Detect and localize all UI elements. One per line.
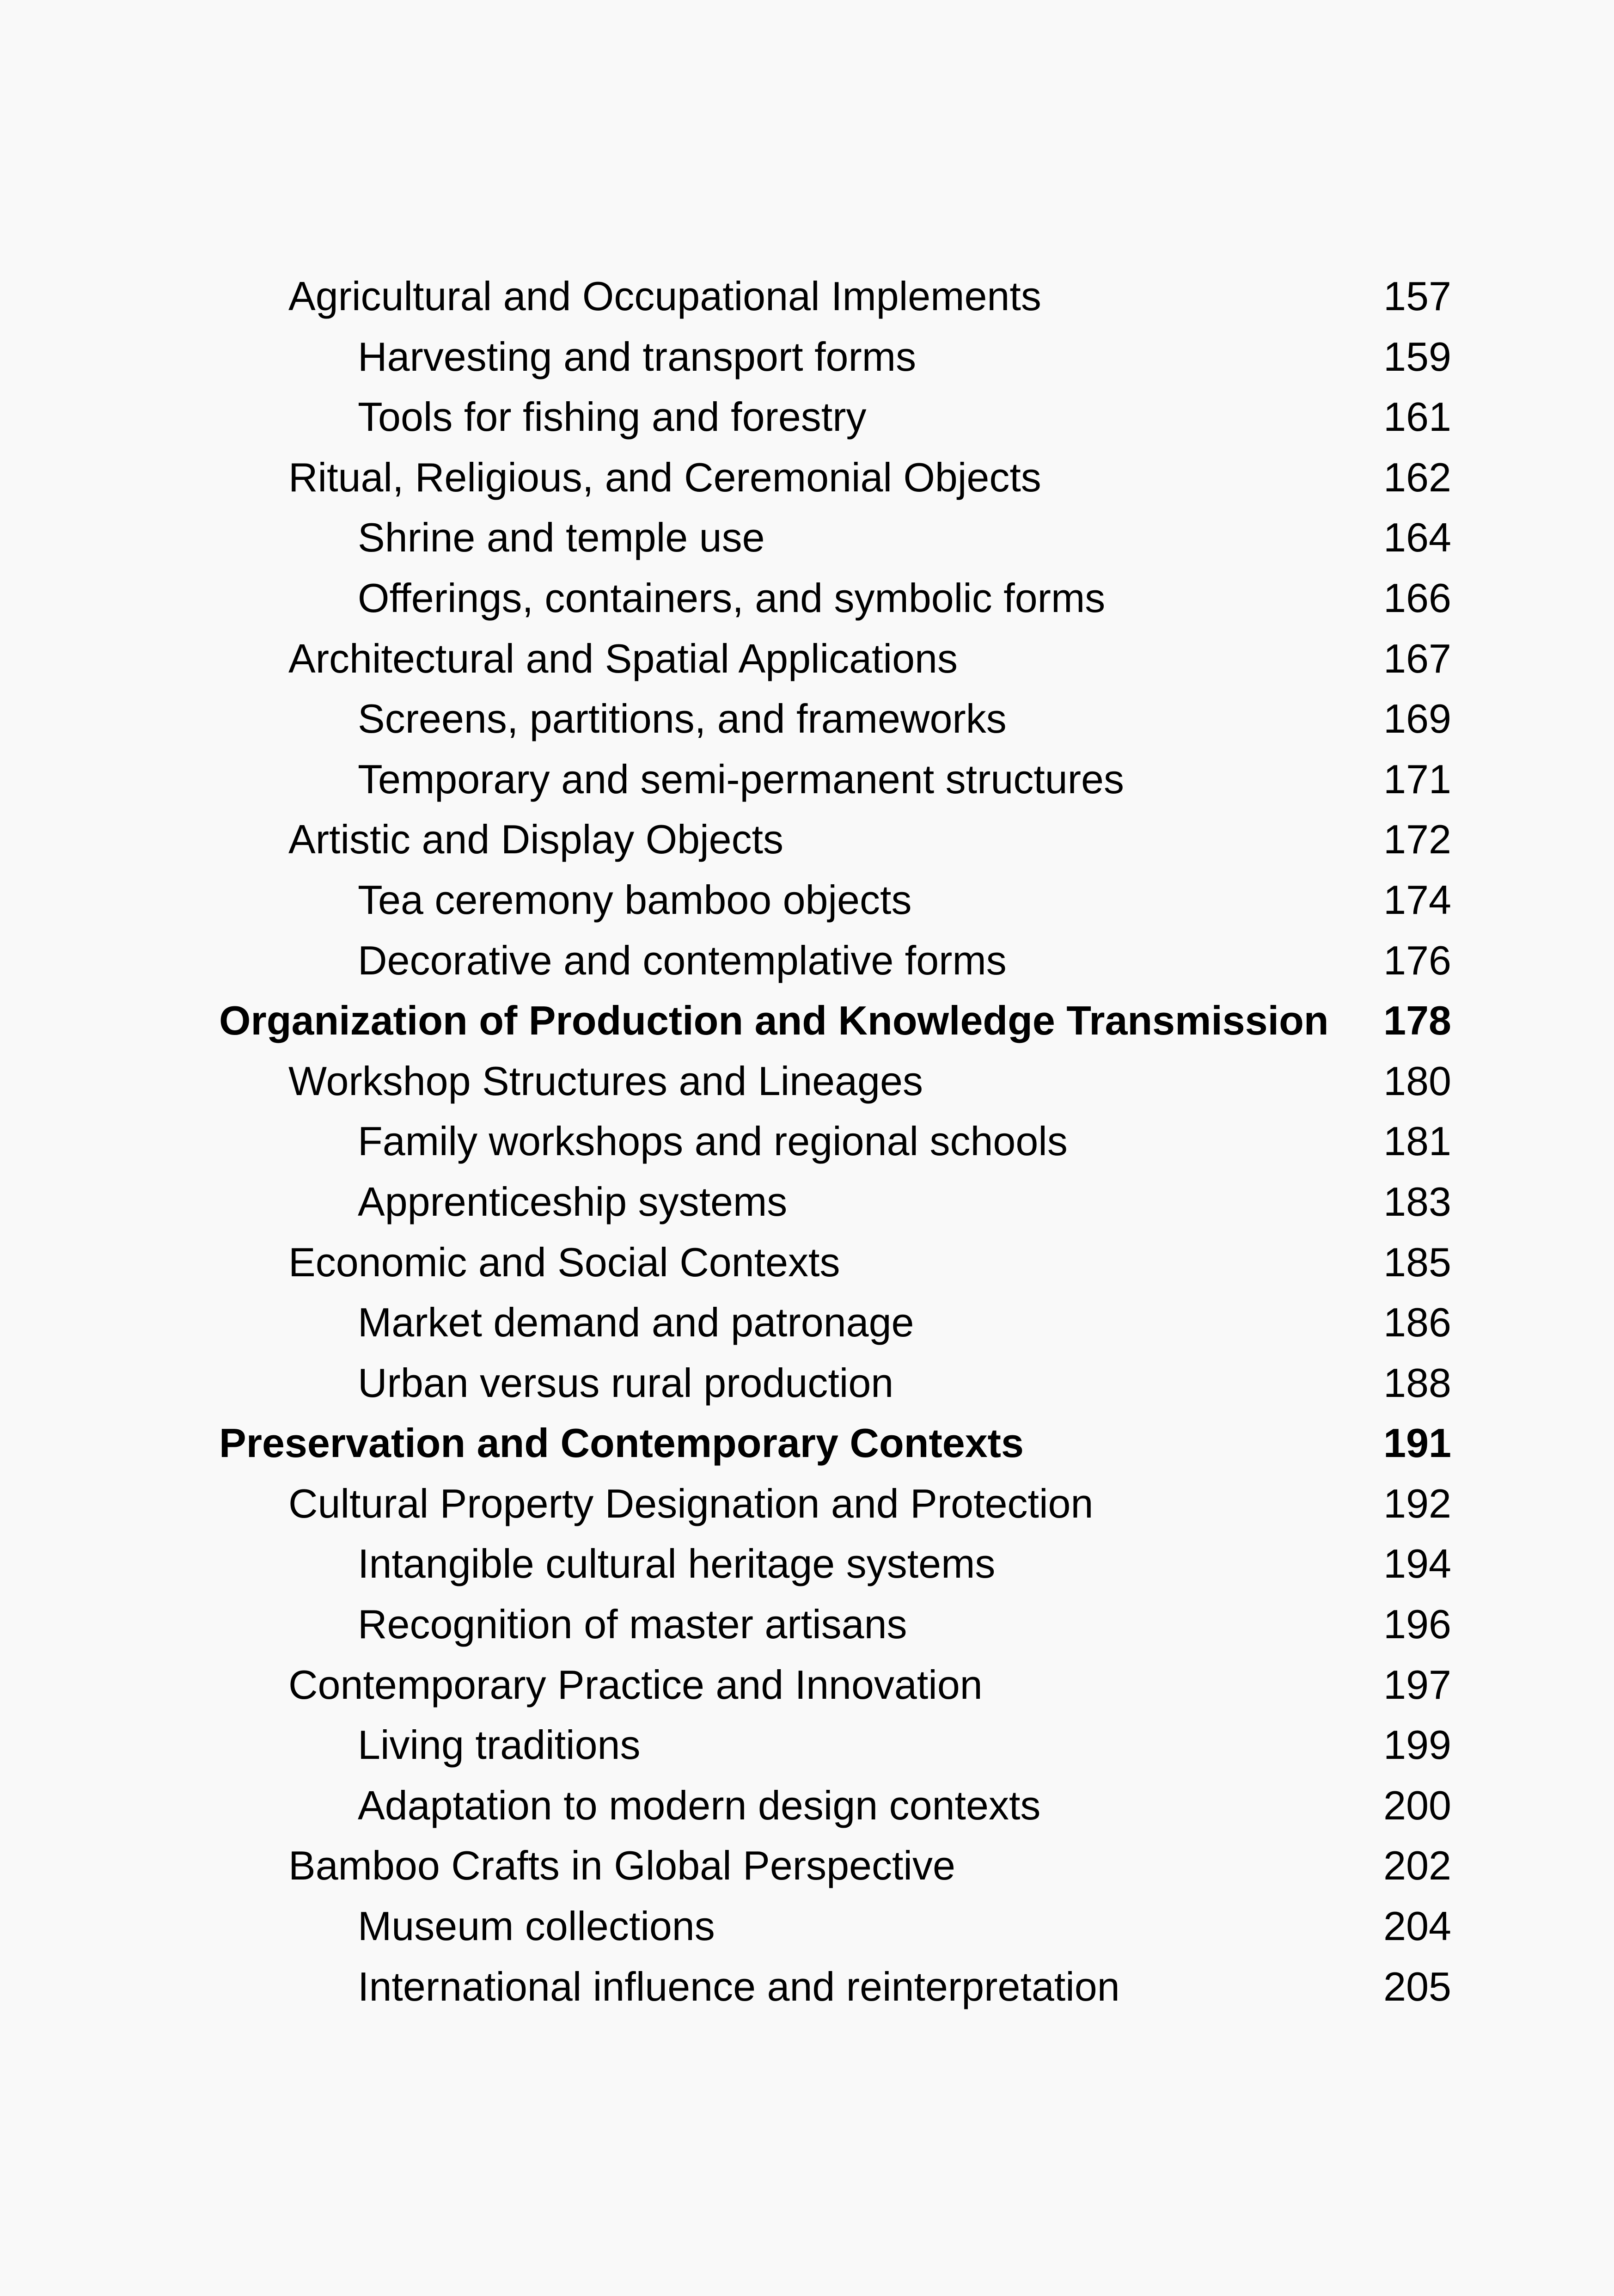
entry-page-number: 178 [1383, 998, 1451, 1044]
toc-subsection-entry [0, 1534, 1614, 1594]
toc-subsection-entry [0, 749, 1614, 810]
entry-title: Ritual, Religious, and Ceremonial Objects [288, 454, 1041, 500]
entry-title: Family workshops and regional schools [358, 1118, 1068, 1164]
entry-title: Workshop Structures and Lineages [288, 1058, 923, 1104]
entry-page-number: 174 [1383, 876, 1451, 923]
entry-title: Harvesting and transport forms [358, 333, 917, 380]
entry-title: Living traditions [358, 1722, 641, 1768]
toc-subsection-entry [0, 931, 1614, 991]
entry-page-number: 183 [1383, 1178, 1451, 1225]
entry-title: Cultural Property Designation and Protection [288, 1480, 1094, 1526]
toc-list [0, 266, 1614, 2017]
entry-page-number: 191 [1383, 1420, 1451, 1466]
toc-section-entry [0, 809, 1614, 870]
toc-section-entry [0, 1474, 1614, 1534]
toc-subsection-entry [0, 870, 1614, 931]
toc-subsection-entry [0, 387, 1614, 447]
entry-page-number: 159 [1383, 333, 1451, 380]
toc-section-entry [0, 1051, 1614, 1112]
toc-subsection-entry [0, 508, 1614, 568]
toc-section-entry [0, 629, 1614, 689]
toc-subsection-entry [0, 1111, 1614, 1172]
toc-subsection-entry [0, 1353, 1614, 1414]
toc-subsection-entry [0, 1715, 1614, 1776]
entry-page-number: 196 [1383, 1601, 1451, 1647]
entry-page-number: 188 [1383, 1359, 1451, 1406]
toc-subsection-entry [0, 1896, 1614, 1957]
entry-page-number: 157 [1383, 273, 1451, 319]
entry-title: Shrine and temple use [358, 514, 765, 561]
entry-page-number: 185 [1383, 1239, 1451, 1285]
entry-page-number: 192 [1383, 1480, 1451, 1526]
entry-title: Temporary and semi-permanent structures [358, 756, 1124, 802]
entry-page-number: 197 [1383, 1661, 1451, 1708]
entry-title: Screens, partitions, and frameworks [358, 696, 1007, 742]
toc-subsection-entry [0, 1172, 1614, 1232]
entry-title: Tools for fishing and forestry [358, 394, 867, 440]
entry-page-number: 202 [1383, 1843, 1451, 1889]
entry-title: Contemporary Practice and Innovation [288, 1661, 983, 1708]
toc-subsection-entry [0, 1292, 1614, 1353]
entry-page-number: 180 [1383, 1058, 1451, 1104]
entry-title: Economic and Social Contexts [288, 1239, 840, 1285]
entry-page-number: 169 [1383, 696, 1451, 742]
entry-title: Intangible cultural heritage systems [358, 1541, 996, 1587]
toc-section-entry [0, 447, 1614, 508]
entry-title: Tea ceremony bamboo objects [358, 876, 912, 923]
toc-subsection-entry [0, 568, 1614, 629]
entry-page-number: 164 [1383, 514, 1451, 561]
entry-title: Organization of Production and Knowledge Transmission [219, 998, 1329, 1044]
toc-section-entry [0, 1655, 1614, 1715]
entry-page-number: 199 [1383, 1722, 1451, 1768]
entry-title: Offerings, containers, and symbolic forms [358, 575, 1106, 621]
entry-title: International influence and reinterpretation [358, 1963, 1120, 2009]
toc-subsection-entry [0, 689, 1614, 749]
toc-subsection-entry [0, 327, 1614, 387]
entry-title: Market demand and patronage [358, 1299, 914, 1346]
toc-section-entry [0, 1232, 1614, 1293]
toc-subsection-entry [0, 1957, 1614, 2017]
entry-title: Agricultural and Occupational Implements [288, 273, 1041, 319]
entry-page-number: 172 [1383, 816, 1451, 863]
entry-page-number: 194 [1383, 1541, 1451, 1587]
entry-title: Bamboo Crafts in Global Perspective [288, 1843, 955, 1889]
toc-subsection-entry [0, 1594, 1614, 1655]
entry-title: Recognition of master artisans [358, 1601, 907, 1647]
entry-page-number: 166 [1383, 575, 1451, 621]
entry-title: Adaptation to modern design contexts [358, 1782, 1041, 1828]
entry-page-number: 200 [1383, 1782, 1451, 1828]
entry-title: Urban versus rural production [358, 1359, 894, 1406]
entry-page-number: 171 [1383, 756, 1451, 802]
entry-page-number: 161 [1383, 394, 1451, 440]
toc-subsection-entry [0, 1776, 1614, 1836]
entry-page-number: 162 [1383, 454, 1451, 500]
entry-title: Preservation and Contemporary Contexts [219, 1420, 1024, 1466]
entry-page-number: 181 [1383, 1118, 1451, 1164]
toc-section-entry [0, 266, 1614, 327]
entry-page-number: 167 [1383, 635, 1451, 681]
entry-page-number: 205 [1383, 1963, 1451, 2009]
entry-title: Architectural and Spatial Applications [288, 635, 958, 681]
toc-chapter-entry [0, 991, 1614, 1051]
entry-title: Museum collections [358, 1903, 715, 1949]
entry-title: Apprenticeship systems [358, 1178, 788, 1225]
entry-page-number: 176 [1383, 937, 1451, 983]
entry-title: Artistic and Display Objects [288, 816, 784, 863]
entry-title: Decorative and contemplative forms [358, 937, 1007, 983]
toc-chapter-entry [0, 1413, 1614, 1474]
toc-section-entry [0, 1836, 1614, 1896]
entry-page-number: 204 [1383, 1903, 1451, 1949]
entry-page-number: 186 [1383, 1299, 1451, 1346]
